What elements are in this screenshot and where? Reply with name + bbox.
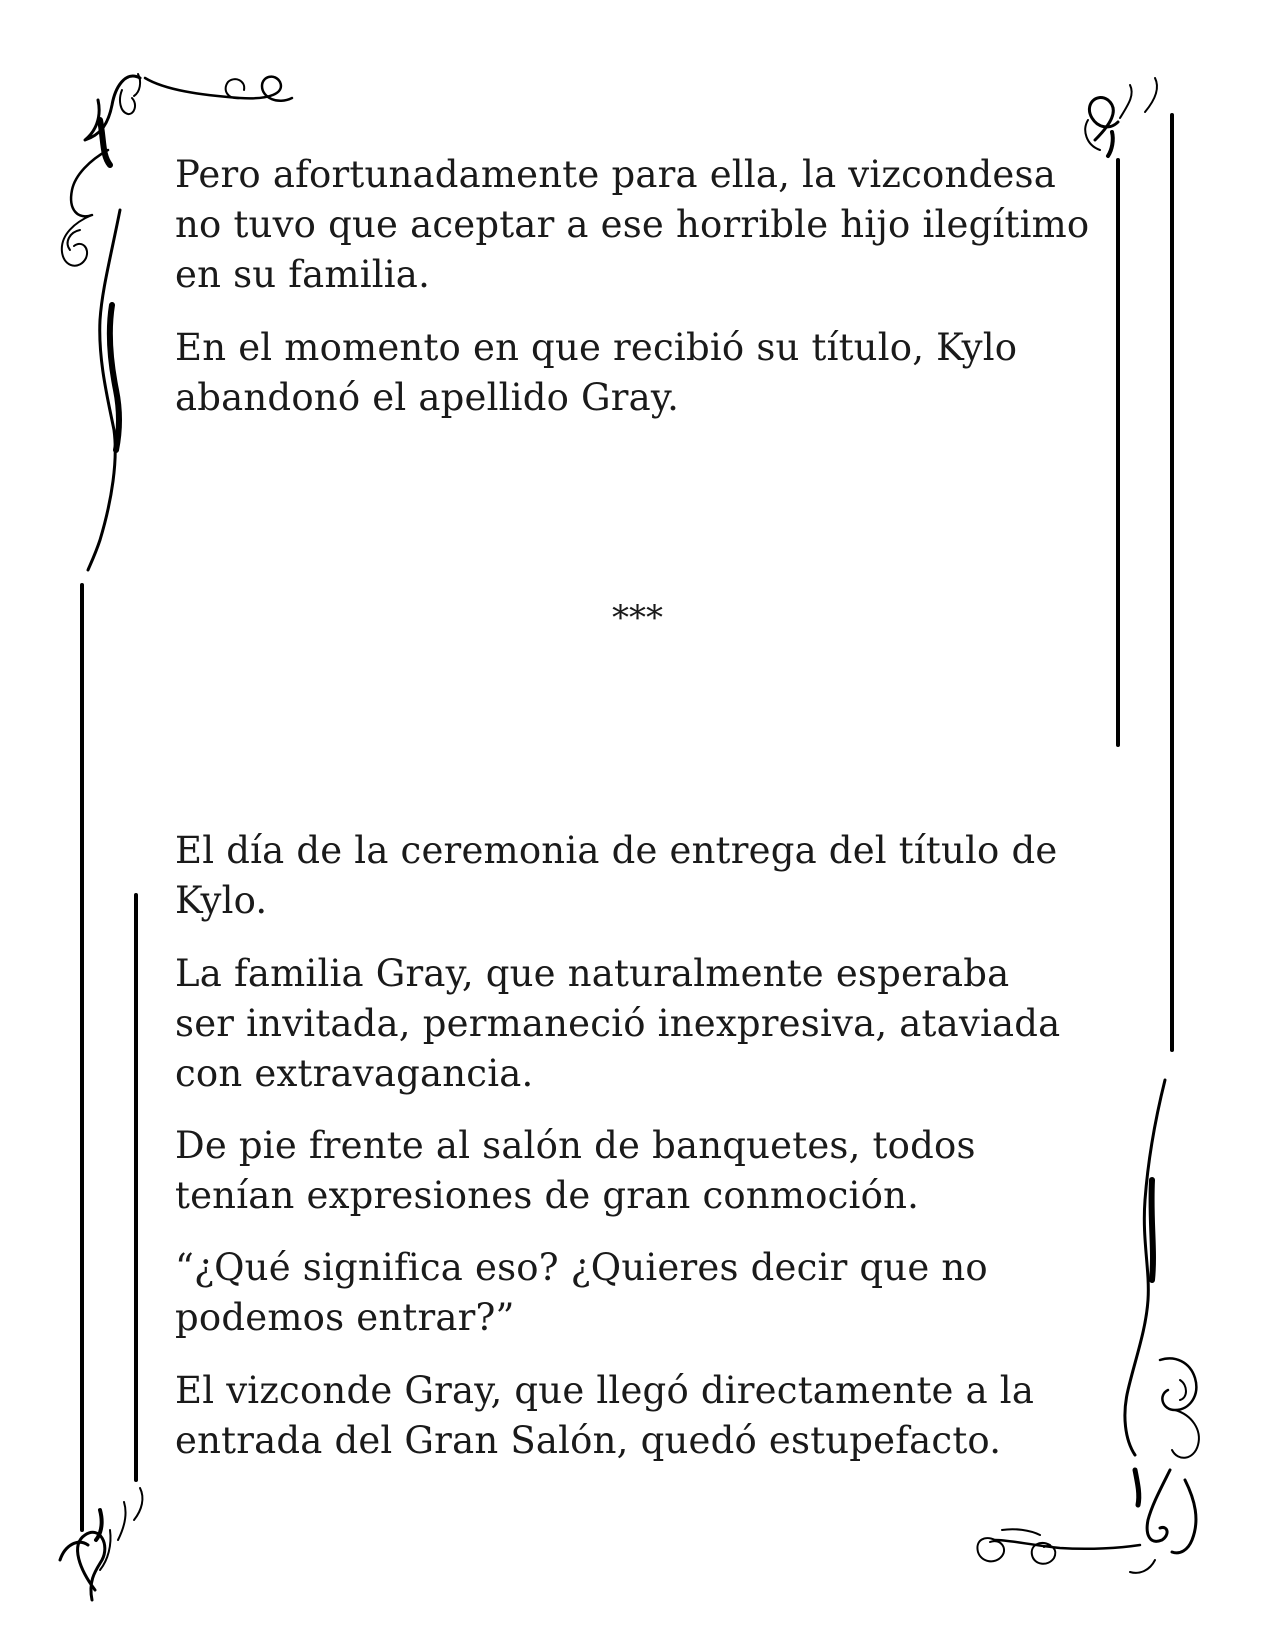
flourish-top-right-icon bbox=[1085, 78, 1157, 156]
paragraph-4: La familia Gray, que naturalmente esperaba ser invitada, permaneció inexpresiva, ataviada con extravagancia. bbox=[175, 952, 1061, 1095]
section-break: *** bbox=[612, 598, 663, 638]
paragraph-3: El día de la ceremonia de entrega del título de Kylo. bbox=[175, 829, 1058, 922]
flourish-top-left-icon bbox=[62, 74, 292, 570]
paragraph-6: “¿Qué significa eso? ¿Quieres decir que no podemos entrar?” bbox=[175, 1246, 988, 1339]
paragraph-7: El vizconde Gray, que llegó directamente a la entrada del Gran Salón, quedó estupefacto. bbox=[175, 1369, 1035, 1462]
paragraph-2: En el momento en que recibió su título, Kylo abandonó el apellido Gray. bbox=[175, 326, 1018, 419]
paragraph-1: Pero afortunadamente para ella, la vizcondesa no tuvo que aceptar a ese horrible hijo ilegítimo en su familia. bbox=[175, 153, 1090, 296]
paragraph-5: De pie frente al salón de banquetes, todos tenían expresiones de gran conmoción. bbox=[175, 1124, 976, 1217]
flourish-bottom-left-icon bbox=[60, 1488, 142, 1600]
